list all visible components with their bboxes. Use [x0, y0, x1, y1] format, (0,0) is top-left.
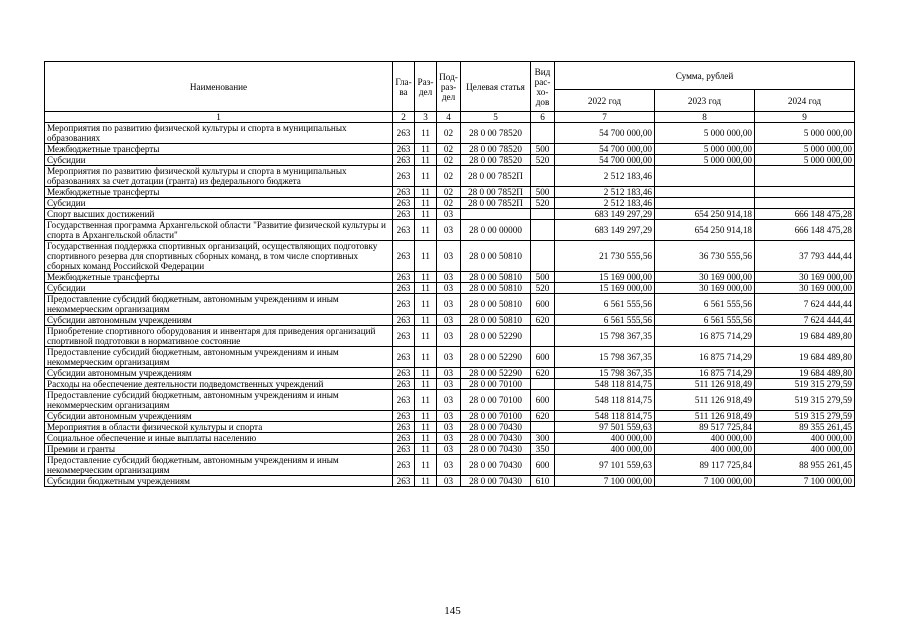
row-sum-2022: 15 169 000,00: [555, 272, 655, 283]
row-podrazdel: 03: [437, 379, 461, 390]
row-podrazdel: 03: [437, 455, 461, 476]
header-year-2024: 2024 год: [755, 90, 855, 112]
col-num-9: 9: [755, 112, 855, 123]
header-year-2023: 2023 год: [655, 90, 755, 112]
header-summa: Сумма, рублей: [555, 62, 855, 90]
row-name: Государственная поддержка спортивных организаций, осуществляющих подготовку спортивного резерва для спортивных сборных команд, в том числе спортивных сборных команд Российской Федерации: [45, 241, 393, 272]
row-razdel: 11: [415, 433, 437, 444]
row-sum-2023: 654 250 914,18: [655, 209, 755, 220]
row-vid: [531, 241, 555, 272]
row-celevaya: 28 0 00 70100: [461, 390, 531, 411]
row-sum-2022: 15 169 000,00: [555, 283, 655, 294]
header-razdel: Раз-дел: [415, 62, 437, 112]
row-sum-2024: 30 169 000,00: [755, 283, 855, 294]
row-podrazdel: 03: [437, 368, 461, 379]
row-sum-2023: 16 875 714,29: [655, 326, 755, 347]
row-razdel: 11: [415, 198, 437, 209]
row-podrazdel: 03: [437, 220, 461, 241]
row-sum-2024: 7 624 444,44: [755, 294, 855, 315]
row-podrazdel: 03: [437, 294, 461, 315]
row-vid: 500: [531, 272, 555, 283]
row-vid: 520: [531, 198, 555, 209]
row-razdel: 11: [415, 379, 437, 390]
row-celevaya: 28 0 00 7852П: [461, 187, 531, 198]
row-sum-2022: 7 100 000,00: [555, 476, 655, 487]
table-row: [45, 455, 855, 476]
header-celevaya: Целевая статья: [461, 62, 531, 112]
table-row: [45, 187, 855, 198]
row-name: Премии и гранты: [45, 444, 393, 455]
row-vid: 620: [531, 368, 555, 379]
row-podrazdel: 02: [437, 155, 461, 166]
row-vid: 620: [531, 411, 555, 422]
row-sum-2024: 666 148 475,28: [755, 220, 855, 241]
row-sum-2022: 2 512 183,46: [555, 198, 655, 209]
table-row: [45, 220, 855, 241]
row-razdel: 11: [415, 241, 437, 272]
row-sum-2022: 54 700 000,00: [555, 155, 655, 166]
row-sum-2023: [655, 187, 755, 198]
row-sum-2023: 511 126 918,49: [655, 390, 755, 411]
row-name: Субсидии автономным учреждениям: [45, 368, 393, 379]
table-row: [45, 155, 855, 166]
row-sum-2023: [655, 198, 755, 209]
row-razdel: 11: [415, 411, 437, 422]
row-sum-2024: [755, 187, 855, 198]
row-sum-2023: 511 126 918,49: [655, 411, 755, 422]
header-name: Наименование: [45, 62, 393, 112]
row-glava: 263: [393, 476, 415, 487]
row-vid: [531, 379, 555, 390]
row-vid: 600: [531, 455, 555, 476]
row-podrazdel: 03: [437, 209, 461, 220]
header-vid: Вид рас-хо-дов: [531, 62, 555, 112]
row-name: Мероприятия в области физической культуры и спорта: [45, 422, 393, 433]
row-sum-2023: 5 000 000,00: [655, 155, 755, 166]
row-sum-2022: 97 501 559,63: [555, 422, 655, 433]
row-podrazdel: 02: [437, 166, 461, 187]
table-row: [45, 294, 855, 315]
row-razdel: 11: [415, 144, 437, 155]
row-razdel: 11: [415, 444, 437, 455]
row-podrazdel: 03: [437, 347, 461, 368]
row-razdel: 11: [415, 283, 437, 294]
header-glava: Гла-ва: [393, 62, 415, 112]
row-glava: 263: [393, 283, 415, 294]
row-vid: 520: [531, 155, 555, 166]
row-sum-2024: 88 955 261,45: [755, 455, 855, 476]
row-sum-2024: 400 000,00: [755, 444, 855, 455]
row-sum-2022: 54 700 000,00: [555, 123, 655, 144]
row-sum-2022: 2 512 183,46: [555, 166, 655, 187]
row-celevaya: 28 0 00 70430: [461, 455, 531, 476]
row-glava: 263: [393, 294, 415, 315]
col-num-7: 7: [555, 112, 655, 123]
row-name: Мероприятия по развитию физической культуры и спорта в муниципальных образованиях за счет дотации (гранта) из федерального бюджета: [45, 166, 393, 187]
table-row: [45, 347, 855, 368]
row-vid: 500: [531, 144, 555, 155]
row-name: Межбюджетные трансферты: [45, 144, 393, 155]
row-celevaya: 28 0 00 50810: [461, 315, 531, 326]
row-sum-2024: 666 148 475,28: [755, 209, 855, 220]
row-sum-2023: 16 875 714,29: [655, 347, 755, 368]
row-podrazdel: 03: [437, 283, 461, 294]
row-celevaya: 28 0 00 78520: [461, 144, 531, 155]
row-name: Субсидии: [45, 198, 393, 209]
row-razdel: 11: [415, 187, 437, 198]
row-vid: [531, 209, 555, 220]
row-sum-2023: 36 730 555,56: [655, 241, 755, 272]
row-celevaya: 28 0 00 70100: [461, 411, 531, 422]
row-celevaya: 28 0 00 78520: [461, 123, 531, 144]
row-sum-2024: 19 684 489,80: [755, 326, 855, 347]
row-razdel: 11: [415, 347, 437, 368]
row-sum-2022: 6 561 555,56: [555, 315, 655, 326]
row-sum-2024: 7 624 444,44: [755, 315, 855, 326]
row-name: Спорт высших достижений: [45, 209, 393, 220]
table-row: [45, 198, 855, 209]
table-row: [45, 390, 855, 411]
row-sum-2023: 511 126 918,49: [655, 379, 755, 390]
row-sum-2022: 400 000,00: [555, 444, 655, 455]
row-sum-2023: 30 169 000,00: [655, 272, 755, 283]
row-podrazdel: 03: [437, 315, 461, 326]
row-sum-2023: 89 117 725,84: [655, 455, 755, 476]
row-vid: 300: [531, 433, 555, 444]
row-podrazdel: 03: [437, 241, 461, 272]
row-name: Социальное обеспечение и иные выплаты населению: [45, 433, 393, 444]
row-sum-2024: 400 000,00: [755, 433, 855, 444]
row-vid: 600: [531, 347, 555, 368]
row-vid: [531, 166, 555, 187]
row-podrazdel: 02: [437, 198, 461, 209]
row-glava: 263: [393, 433, 415, 444]
row-glava: 263: [393, 390, 415, 411]
row-sum-2022: 15 798 367,35: [555, 347, 655, 368]
row-vid: 620: [531, 315, 555, 326]
row-razdel: 11: [415, 294, 437, 315]
row-sum-2022: 15 798 367,35: [555, 368, 655, 379]
row-razdel: 11: [415, 272, 437, 283]
col-num-4: 4: [437, 112, 461, 123]
row-sum-2023: 16 875 714,29: [655, 368, 755, 379]
row-vid: 600: [531, 294, 555, 315]
table-row: [45, 123, 855, 144]
row-glava: 263: [393, 444, 415, 455]
table-row: [45, 283, 855, 294]
row-name: Приобретение спортивного оборудования и инвентаря для приведения организаций спортивной подготовки в нормативное состояние: [45, 326, 393, 347]
table-row: [45, 379, 855, 390]
row-sum-2023: 6 561 555,56: [655, 294, 755, 315]
table-row: [45, 433, 855, 444]
row-name: Субсидии автономным учреждениям: [45, 411, 393, 422]
row-sum-2023: 30 169 000,00: [655, 283, 755, 294]
row-vid: [531, 220, 555, 241]
budget-table: [44, 61, 855, 487]
row-sum-2022: 548 118 814,75: [555, 379, 655, 390]
row-sum-2024: 519 315 279,59: [755, 411, 855, 422]
row-sum-2022: 15 798 367,35: [555, 326, 655, 347]
row-sum-2024: [755, 166, 855, 187]
row-sum-2023: [655, 166, 755, 187]
row-glava: 263: [393, 315, 415, 326]
row-sum-2022: 548 118 814,75: [555, 390, 655, 411]
row-sum-2023: 5 000 000,00: [655, 144, 755, 155]
row-vid: 600: [531, 390, 555, 411]
row-glava: 263: [393, 326, 415, 347]
row-sum-2023: 7 100 000,00: [655, 476, 755, 487]
row-sum-2024: 519 315 279,59: [755, 390, 855, 411]
row-podrazdel: 03: [437, 272, 461, 283]
col-num-8: 8: [655, 112, 755, 123]
row-podrazdel: 03: [437, 433, 461, 444]
row-razdel: 11: [415, 326, 437, 347]
row-name: Предоставление субсидий бюджетным, автономным учреждениям и иным некоммерческим организациям: [45, 455, 393, 476]
row-podrazdel: 03: [437, 422, 461, 433]
row-name: Предоставление субсидий бюджетным, автономным учреждениям и иным некоммерческим организациям: [45, 390, 393, 411]
row-razdel: 11: [415, 422, 437, 433]
row-glava: 263: [393, 198, 415, 209]
row-celevaya: 28 0 00 70430: [461, 444, 531, 455]
table-body: [45, 123, 855, 487]
row-vid: [531, 422, 555, 433]
header-podrazdel: Под-раз-дел: [437, 62, 461, 112]
table-row: [45, 272, 855, 283]
row-glava: 263: [393, 144, 415, 155]
row-podrazdel: 03: [437, 326, 461, 347]
row-sum-2024: [755, 198, 855, 209]
table-row: [45, 476, 855, 487]
table-row: [45, 209, 855, 220]
row-sum-2024: 30 169 000,00: [755, 272, 855, 283]
row-celevaya: 28 0 00 52290: [461, 368, 531, 379]
row-name: Субсидии: [45, 155, 393, 166]
row-name: Субсидии бюджетным учреждениям: [45, 476, 393, 487]
row-razdel: 11: [415, 209, 437, 220]
row-sum-2024: 37 793 444,44: [755, 241, 855, 272]
row-razdel: 11: [415, 155, 437, 166]
row-glava: 263: [393, 368, 415, 379]
row-glava: 263: [393, 209, 415, 220]
row-razdel: 11: [415, 220, 437, 241]
row-sum-2022: 6 561 555,56: [555, 294, 655, 315]
row-celevaya: 28 0 00 70430: [461, 476, 531, 487]
row-glava: 263: [393, 347, 415, 368]
row-razdel: 11: [415, 476, 437, 487]
row-celevaya: 28 0 00 7852П: [461, 198, 531, 209]
row-sum-2022: 97 101 559,63: [555, 455, 655, 476]
row-podrazdel: 03: [437, 476, 461, 487]
row-sum-2024: 89 355 261,45: [755, 422, 855, 433]
row-celevaya: 28 0 00 00000: [461, 220, 531, 241]
row-celevaya: 28 0 00 70430: [461, 433, 531, 444]
row-glava: 263: [393, 411, 415, 422]
col-num-5: 5: [461, 112, 531, 123]
row-razdel: 11: [415, 166, 437, 187]
row-sum-2023: 5 000 000,00: [655, 123, 755, 144]
table-row: [45, 144, 855, 155]
row-vid: 350: [531, 444, 555, 455]
table-row: [45, 411, 855, 422]
row-glava: 263: [393, 241, 415, 272]
row-glava: 263: [393, 455, 415, 476]
row-name: Субсидии автономным учреждениям: [45, 315, 393, 326]
table-row: [45, 368, 855, 379]
col-num-1: 1: [45, 112, 393, 123]
row-sum-2022: 548 118 814,75: [555, 411, 655, 422]
row-name: Субсидии: [45, 283, 393, 294]
row-podrazdel: 02: [437, 123, 461, 144]
row-celevaya: 28 0 00 52290: [461, 326, 531, 347]
row-sum-2024: 7 100 000,00: [755, 476, 855, 487]
row-vid: 520: [531, 283, 555, 294]
row-glava: 263: [393, 220, 415, 241]
row-sum-2023: 89 517 725,84: [655, 422, 755, 433]
col-num-6: 6: [531, 112, 555, 123]
col-num-3: 3: [415, 112, 437, 123]
row-sum-2022: 683 149 297,29: [555, 209, 655, 220]
row-name: Мероприятия по развитию физической культуры и спорта в муниципальных образованиях: [45, 123, 393, 144]
row-celevaya: 28 0 00 50810: [461, 241, 531, 272]
row-glava: 263: [393, 155, 415, 166]
table-row: [45, 444, 855, 455]
row-vid: [531, 326, 555, 347]
row-podrazdel: 03: [437, 390, 461, 411]
row-name: Предоставление субсидий бюджетным, автономным учреждениям и иным некоммерческим организациям: [45, 294, 393, 315]
col-num-2: 2: [393, 112, 415, 123]
row-sum-2022: 683 149 297,29: [555, 220, 655, 241]
row-sum-2022: 21 730 555,56: [555, 241, 655, 272]
row-vid: 500: [531, 187, 555, 198]
row-glava: 263: [393, 166, 415, 187]
row-celevaya: 28 0 00 78520: [461, 155, 531, 166]
table-row: [45, 166, 855, 187]
row-name: Межбюджетные трансферты: [45, 187, 393, 198]
table-row: [45, 315, 855, 326]
row-razdel: 11: [415, 315, 437, 326]
row-razdel: 11: [415, 455, 437, 476]
row-celevaya: 28 0 00 70100: [461, 379, 531, 390]
row-celevaya: 28 0 00 50810: [461, 283, 531, 294]
row-sum-2023: 400 000,00: [655, 433, 755, 444]
table-row: [45, 326, 855, 347]
table-row: [45, 422, 855, 433]
row-celevaya: 28 0 00 70430: [461, 422, 531, 433]
row-podrazdel: 03: [437, 411, 461, 422]
row-sum-2022: 54 700 000,00: [555, 144, 655, 155]
row-celevaya: 28 0 00 50810: [461, 294, 531, 315]
row-sum-2023: 654 250 914,18: [655, 220, 755, 241]
row-vid: 610: [531, 476, 555, 487]
row-celevaya: [461, 209, 531, 220]
page-number: 145: [444, 605, 461, 617]
row-name: Предоставление субсидий бюджетным, автономным учреждениям и иным некоммерческим организациям: [45, 347, 393, 368]
row-podrazdel: 02: [437, 144, 461, 155]
row-name: Расходы на обеспечение деятельности подведомственных учреждений: [45, 379, 393, 390]
row-razdel: 11: [415, 390, 437, 411]
row-sum-2023: 400 000,00: [655, 444, 755, 455]
row-sum-2024: 5 000 000,00: [755, 155, 855, 166]
row-podrazdel: 02: [437, 187, 461, 198]
row-sum-2024: 19 684 489,80: [755, 368, 855, 379]
row-sum-2022: 2 512 183,46: [555, 187, 655, 198]
row-sum-2022: 400 000,00: [555, 433, 655, 444]
row-celevaya: 28 0 00 7852П: [461, 166, 531, 187]
row-glava: 263: [393, 379, 415, 390]
row-vid: [531, 123, 555, 144]
row-celevaya: 28 0 00 50810: [461, 272, 531, 283]
row-sum-2024: 19 684 489,80: [755, 347, 855, 368]
row-glava: 263: [393, 422, 415, 433]
row-sum-2024: 5 000 000,00: [755, 123, 855, 144]
row-celevaya: 28 0 00 52290: [461, 347, 531, 368]
row-sum-2024: 519 315 279,59: [755, 379, 855, 390]
row-glava: 263: [393, 187, 415, 198]
row-sum-2024: 5 000 000,00: [755, 144, 855, 155]
row-name: Государственная программа Архангельской области "Развитие физической культуры и спорта в Архангельской области": [45, 220, 393, 241]
header-year-2022: 2022 год: [555, 90, 655, 112]
row-razdel: 11: [415, 368, 437, 379]
row-name: Межбюджетные трансферты: [45, 272, 393, 283]
row-glava: 263: [393, 123, 415, 144]
table-row: [45, 241, 855, 272]
row-sum-2023: 6 561 555,56: [655, 315, 755, 326]
row-razdel: 11: [415, 123, 437, 144]
row-podrazdel: 03: [437, 444, 461, 455]
row-glava: 263: [393, 272, 415, 283]
